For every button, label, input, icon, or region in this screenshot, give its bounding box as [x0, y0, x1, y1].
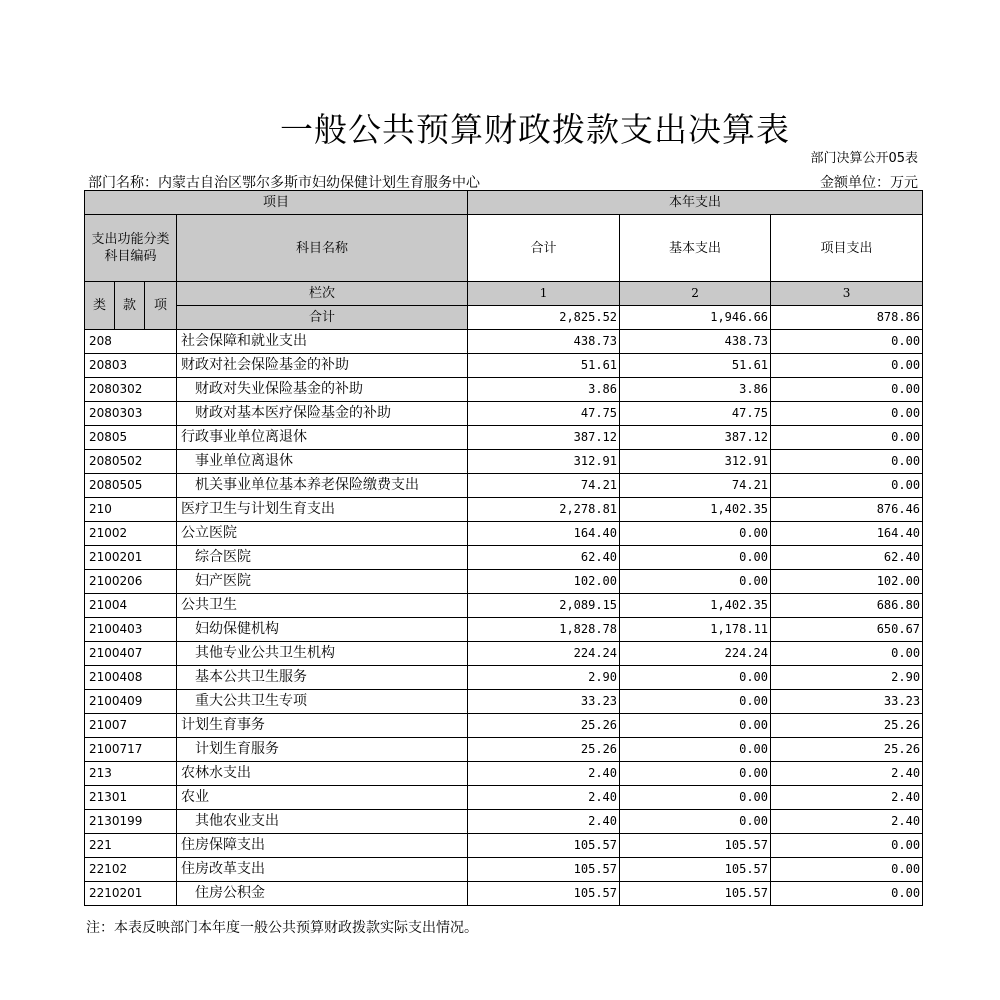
row-subject-name: 社会保障和就业支出 [177, 330, 468, 354]
header-lei: 类 [85, 282, 115, 330]
row-subject-name: 公立医院 [177, 522, 468, 546]
header-xiang: 项 [145, 282, 177, 330]
row-code: 2100409 [85, 690, 177, 714]
row-total: 51.61 [468, 354, 620, 378]
row-total: 74.21 [468, 474, 620, 498]
row-total: 387.12 [468, 426, 620, 450]
row-project: 650.67 [771, 618, 923, 642]
row-subject-name: 其他专业公共卫生机构 [177, 642, 468, 666]
table-row [85, 666, 923, 690]
table-row [85, 882, 923, 906]
table-row [85, 498, 923, 522]
row-subject-name: 农林水支出 [177, 762, 468, 786]
row-total: 25.26 [468, 714, 620, 738]
row-total: 105.57 [468, 858, 620, 882]
row-basic: 0.00 [620, 546, 771, 570]
row-subject-name: 财政对社会保险基金的补助 [177, 354, 468, 378]
table-row [85, 354, 923, 378]
row-total: 2.40 [468, 810, 620, 834]
row-basic: 0.00 [620, 786, 771, 810]
row-basic: 0.00 [620, 570, 771, 594]
row-total: 2.90 [468, 666, 620, 690]
row-subject-name: 住房公积金 [177, 882, 468, 906]
row-subject-name: 住房改革支出 [177, 858, 468, 882]
row-code: 221 [85, 834, 177, 858]
table-row [85, 594, 923, 618]
header-row-1 [85, 191, 923, 215]
table-row [85, 522, 923, 546]
row-code: 22102 [85, 858, 177, 882]
table-row [85, 786, 923, 810]
row-subject-name: 行政事业单位离退休 [177, 426, 468, 450]
total-label: 合计 [177, 306, 468, 330]
row-project: 0.00 [771, 426, 923, 450]
row-project: 2.90 [771, 666, 923, 690]
row-subject-name: 财政对失业保险基金的补助 [177, 378, 468, 402]
row-code: 21301 [85, 786, 177, 810]
row-subject-name: 事业单位离退休 [177, 450, 468, 474]
row-subject-name: 农业 [177, 786, 468, 810]
table-row [85, 858, 923, 882]
total-row [85, 306, 923, 330]
header-col-3: 3 [771, 282, 923, 306]
row-subject-name: 医疗卫生与计划生育支出 [177, 498, 468, 522]
header-row-3 [85, 282, 923, 306]
header-project: 项目 [85, 191, 468, 215]
row-basic: 51.61 [620, 354, 771, 378]
amount-unit: 金额单位：万元 [820, 175, 918, 191]
row-total: 102.00 [468, 570, 620, 594]
total-basic: 1,946.66 [620, 306, 771, 330]
row-project: 0.00 [771, 378, 923, 402]
row-subject-name: 其他农业支出 [177, 810, 468, 834]
row-basic: 105.57 [620, 882, 771, 906]
row-total: 105.57 [468, 882, 620, 906]
table-row [85, 378, 923, 402]
row-code: 20805 [85, 426, 177, 450]
row-project: 33.23 [771, 690, 923, 714]
row-code: 21002 [85, 522, 177, 546]
row-total: 25.26 [468, 738, 620, 762]
row-basic: 74.21 [620, 474, 771, 498]
row-code: 213 [85, 762, 177, 786]
row-subject-name: 计划生育事务 [177, 714, 468, 738]
table-row [85, 330, 923, 354]
table-row [85, 402, 923, 426]
row-code: 2100717 [85, 738, 177, 762]
header-lanci: 栏次 [177, 282, 468, 306]
row-basic: 0.00 [620, 522, 771, 546]
row-total: 2.40 [468, 786, 620, 810]
table-row [85, 570, 923, 594]
row-project: 0.00 [771, 450, 923, 474]
table-row [85, 810, 923, 834]
page-title: 一般公共预算财政拨款支出决算表 [280, 110, 790, 149]
row-basic: 105.57 [620, 834, 771, 858]
row-code: 208 [85, 330, 177, 354]
row-basic: 224.24 [620, 642, 771, 666]
row-basic: 105.57 [620, 858, 771, 882]
table-row [85, 618, 923, 642]
row-subject-name: 综合医院 [177, 546, 468, 570]
row-code: 2080505 [85, 474, 177, 498]
row-basic: 0.00 [620, 666, 771, 690]
row-code: 21007 [85, 714, 177, 738]
table-row [85, 546, 923, 570]
row-basic: 1,402.35 [620, 594, 771, 618]
row-project: 0.00 [771, 402, 923, 426]
header-col-1: 1 [468, 282, 620, 306]
row-project: 0.00 [771, 330, 923, 354]
row-total: 2,278.81 [468, 498, 620, 522]
header-current-year: 本年支出 [468, 191, 923, 215]
row-project: 0.00 [771, 858, 923, 882]
row-basic: 387.12 [620, 426, 771, 450]
row-project: 0.00 [771, 354, 923, 378]
row-basic: 0.00 [620, 738, 771, 762]
row-subject-name: 妇幼保健机构 [177, 618, 468, 642]
row-subject-name: 公共卫生 [177, 594, 468, 618]
row-code: 210 [85, 498, 177, 522]
row-basic: 312.91 [620, 450, 771, 474]
table-row [85, 690, 923, 714]
expenditure-table [84, 190, 923, 906]
row-subject-name: 机关事业单位基本养老保险缴费支出 [177, 474, 468, 498]
row-code: 2100206 [85, 570, 177, 594]
row-basic: 0.00 [620, 810, 771, 834]
row-code: 20803 [85, 354, 177, 378]
row-project: 0.00 [771, 882, 923, 906]
row-total: 33.23 [468, 690, 620, 714]
row-basic: 3.86 [620, 378, 771, 402]
table-row [85, 834, 923, 858]
header-project-exp: 项目支出 [771, 215, 923, 282]
header-func-code: 支出功能分类科目编码 [85, 215, 177, 282]
total-project: 878.86 [771, 306, 923, 330]
row-basic: 0.00 [620, 690, 771, 714]
department-name: 部门名称：内蒙古自治区鄂尔多斯市妇幼保健计划生育服务中心 [88, 175, 480, 191]
row-basic: 438.73 [620, 330, 771, 354]
row-total: 2.40 [468, 762, 620, 786]
table-row [85, 762, 923, 786]
row-project: 2.40 [771, 810, 923, 834]
row-project: 62.40 [771, 546, 923, 570]
row-code: 2100407 [85, 642, 177, 666]
row-total: 47.75 [468, 402, 620, 426]
row-basic: 0.00 [620, 762, 771, 786]
footnote: 注：本表反映部门本年度一般公共预算财政拨款实际支出情况。 [86, 920, 478, 936]
header-col-2: 2 [620, 282, 771, 306]
row-project: 0.00 [771, 834, 923, 858]
row-code: 2080502 [85, 450, 177, 474]
row-subject-name: 计划生育服务 [177, 738, 468, 762]
row-code: 2100403 [85, 618, 177, 642]
table-row [85, 474, 923, 498]
table-row [85, 642, 923, 666]
header-subject-name: 科目名称 [177, 215, 468, 282]
table-row [85, 450, 923, 474]
row-total: 2,089.15 [468, 594, 620, 618]
row-subject-name: 基本公共卫生服务 [177, 666, 468, 690]
row-total: 3.86 [468, 378, 620, 402]
row-subject-name: 财政对基本医疗保险基金的补助 [177, 402, 468, 426]
row-code: 2210201 [85, 882, 177, 906]
row-code: 2080302 [85, 378, 177, 402]
row-total: 62.40 [468, 546, 620, 570]
row-project: 164.40 [771, 522, 923, 546]
row-project: 2.40 [771, 762, 923, 786]
row-total: 224.24 [468, 642, 620, 666]
row-code: 2080303 [85, 402, 177, 426]
header-row-2 [85, 215, 923, 282]
row-subject-name: 住房保障支出 [177, 834, 468, 858]
form-number: 部门决算公开05表 [810, 151, 918, 166]
row-code: 21004 [85, 594, 177, 618]
row-basic: 1,402.35 [620, 498, 771, 522]
row-subject-name: 重大公共卫生专项 [177, 690, 468, 714]
row-total: 105.57 [468, 834, 620, 858]
row-project: 0.00 [771, 642, 923, 666]
row-code: 2130199 [85, 810, 177, 834]
table-row [85, 426, 923, 450]
row-basic: 1,178.11 [620, 618, 771, 642]
row-project: 2.40 [771, 786, 923, 810]
header-kuan: 款 [115, 282, 145, 330]
row-code: 2100201 [85, 546, 177, 570]
row-subject-name: 妇产医院 [177, 570, 468, 594]
row-basic: 47.75 [620, 402, 771, 426]
row-total: 164.40 [468, 522, 620, 546]
row-project: 0.00 [771, 474, 923, 498]
header-total: 合计 [468, 215, 620, 282]
row-project: 25.26 [771, 714, 923, 738]
row-total: 438.73 [468, 330, 620, 354]
row-project: 876.46 [771, 498, 923, 522]
row-project: 25.26 [771, 738, 923, 762]
row-total: 312.91 [468, 450, 620, 474]
row-total: 1,828.78 [468, 618, 620, 642]
table-row [85, 714, 923, 738]
total-sum: 2,825.52 [468, 306, 620, 330]
row-basic: 0.00 [620, 714, 771, 738]
header-basic: 基本支出 [620, 215, 771, 282]
table-row [85, 738, 923, 762]
row-project: 686.80 [771, 594, 923, 618]
row-project: 102.00 [771, 570, 923, 594]
row-code: 2100408 [85, 666, 177, 690]
